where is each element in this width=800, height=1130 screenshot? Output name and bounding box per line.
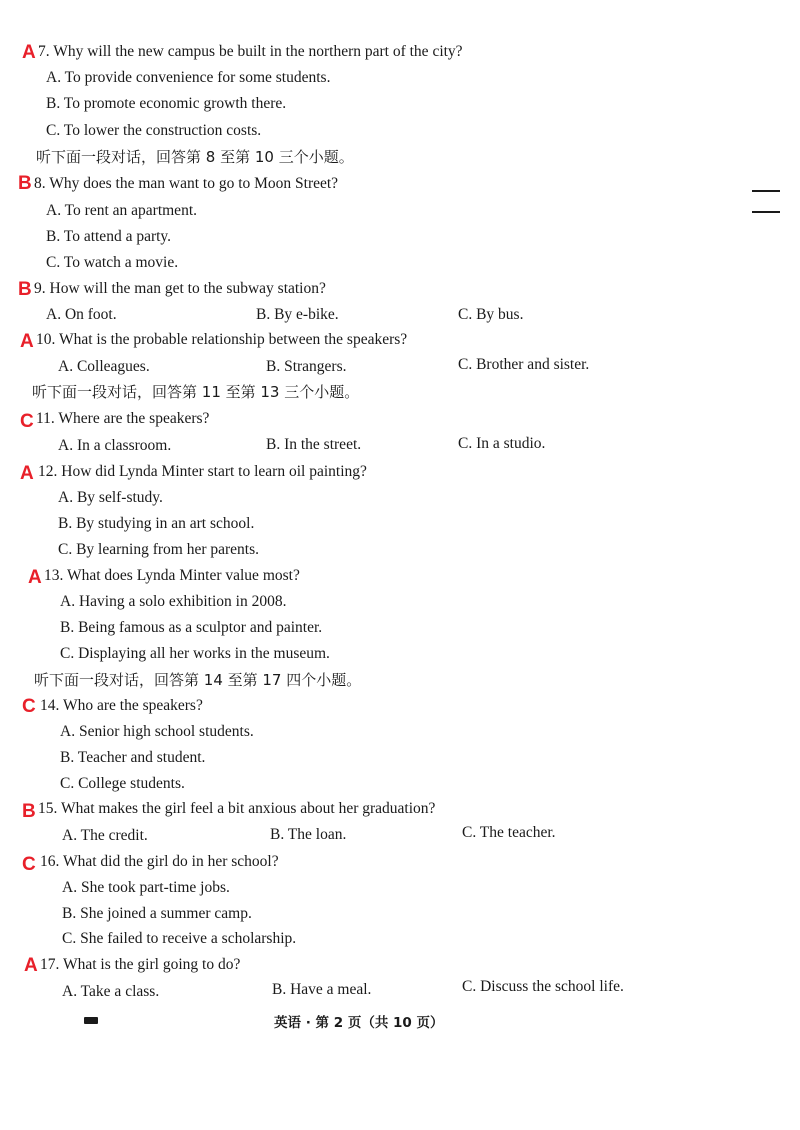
- answer-mark-q15: B: [22, 801, 36, 822]
- answer-mark-q16: C: [22, 854, 36, 875]
- option-c-q11: C. In a studio.: [458, 435, 546, 452]
- option-a-q14: A. Senior high school students.: [60, 723, 254, 740]
- question-stem-q11: 11. Where are the speakers?: [36, 410, 210, 427]
- question-stem-q16: 16. What did the girl do in her school?: [40, 853, 279, 870]
- option-a-q9: A. On foot.: [46, 306, 117, 323]
- answer-mark-q7: A: [22, 42, 36, 63]
- option-a-q13: A. Having a solo exhibition in 2008.: [60, 593, 287, 610]
- option-b-q12: B. By studying in an art school.: [58, 515, 255, 532]
- answer-mark-q13: A: [28, 567, 42, 588]
- answer-mark-q14: C: [22, 696, 36, 717]
- option-a-q16: A. She took part-time jobs.: [62, 879, 230, 896]
- option-c-q12: C. By learning from her parents.: [58, 541, 260, 558]
- option-b-q13: B. Being famous as a sculptor and painter.: [60, 619, 323, 636]
- option-c-q17: C. Discuss the school life.: [462, 978, 624, 995]
- option-b-q9: B. By e-bike.: [256, 306, 339, 323]
- option-a-q7: A. To provide convenience for some students.: [46, 69, 331, 86]
- answer-mark-q12: A: [20, 463, 34, 484]
- question-stem-q17: 17. What is the girl going to do?: [40, 956, 241, 973]
- option-b-q16: B. She joined a summer camp.: [62, 905, 252, 922]
- question-stem-q14: 14. Who are the speakers?: [40, 697, 203, 714]
- option-c-q9: C. By bus.: [458, 306, 524, 323]
- option-b-q14: B. Teacher and student.: [60, 749, 206, 766]
- section-instruction-14-17: 听下面一段对话，回答第 14 至第 17 四个小题。: [34, 671, 362, 689]
- answer-mark-q10: A: [20, 331, 34, 352]
- answer-mark-q8: B: [18, 173, 32, 194]
- question-stem-q9: 9. How will the man get to the subway station?: [34, 280, 326, 297]
- question-stem-q13: 13. What does Lynda Minter value most?: [44, 567, 300, 584]
- option-c-q8: C. To watch a movie.: [46, 254, 179, 271]
- question-stem-q8: 8. Why does the man want to go to Moon Street?: [34, 175, 339, 192]
- section-instruction-11-13: 听下面一段对话，回答第 11 至第 13 三个小题。: [32, 383, 360, 401]
- answer-mark-q11: C: [20, 411, 34, 432]
- question-stem-q15: 15. What makes the girl feel a bit anxious about her graduation?: [38, 800, 436, 817]
- option-b-q15: B. The loan.: [270, 826, 347, 843]
- option-b-q7: B. To promote economic growth there.: [46, 95, 287, 112]
- option-a-q10: A. Colleagues.: [58, 358, 150, 375]
- binding-line-mark: [752, 211, 780, 213]
- question-stem-q7: 7. Why will the new campus be built in the northern part of the city?: [38, 43, 463, 60]
- option-b-q17: B. Have a meal.: [272, 981, 372, 998]
- option-a-q8: A. To rent an apartment.: [46, 202, 197, 219]
- question-stem-q12: 12. How did Lynda Minter start to learn oil painting?: [38, 463, 367, 480]
- option-a-q12: A. By self-study.: [58, 489, 163, 506]
- option-c-q13: C. Displaying all her works in the museum.: [60, 645, 330, 662]
- answer-mark-q9: B: [18, 279, 32, 300]
- option-a-q17: A. Take a class.: [62, 983, 160, 1000]
- option-b-q11: B. In the street.: [266, 436, 362, 453]
- option-c-q10: C. Brother and sister.: [458, 356, 590, 373]
- option-c-q14: C. College students.: [60, 775, 185, 792]
- option-a-q15: A. The credit.: [62, 827, 148, 844]
- page-marker-icon: [84, 1017, 98, 1024]
- page-footer: 英语 · 第 2 页（共 10 页）: [274, 1015, 444, 1031]
- answer-mark-q17: A: [24, 955, 38, 976]
- option-b-q8: B. To attend a party.: [46, 228, 172, 245]
- option-b-q10: B. Strangers.: [266, 358, 347, 375]
- question-stem-q10: 10. What is the probable relationship between the speakers?: [36, 331, 408, 348]
- option-c-q15: C. The teacher.: [462, 824, 556, 841]
- option-a-q11: A. In a classroom.: [58, 437, 172, 454]
- binding-line-mark: [752, 190, 780, 192]
- option-c-q7: C. To lower the construction costs.: [46, 122, 262, 139]
- option-c-q16: C. She failed to receive a scholarship.: [62, 930, 297, 947]
- section-instruction-8-10: 听下面一段对话，回答第 8 至第 10 三个小题。: [36, 148, 354, 166]
